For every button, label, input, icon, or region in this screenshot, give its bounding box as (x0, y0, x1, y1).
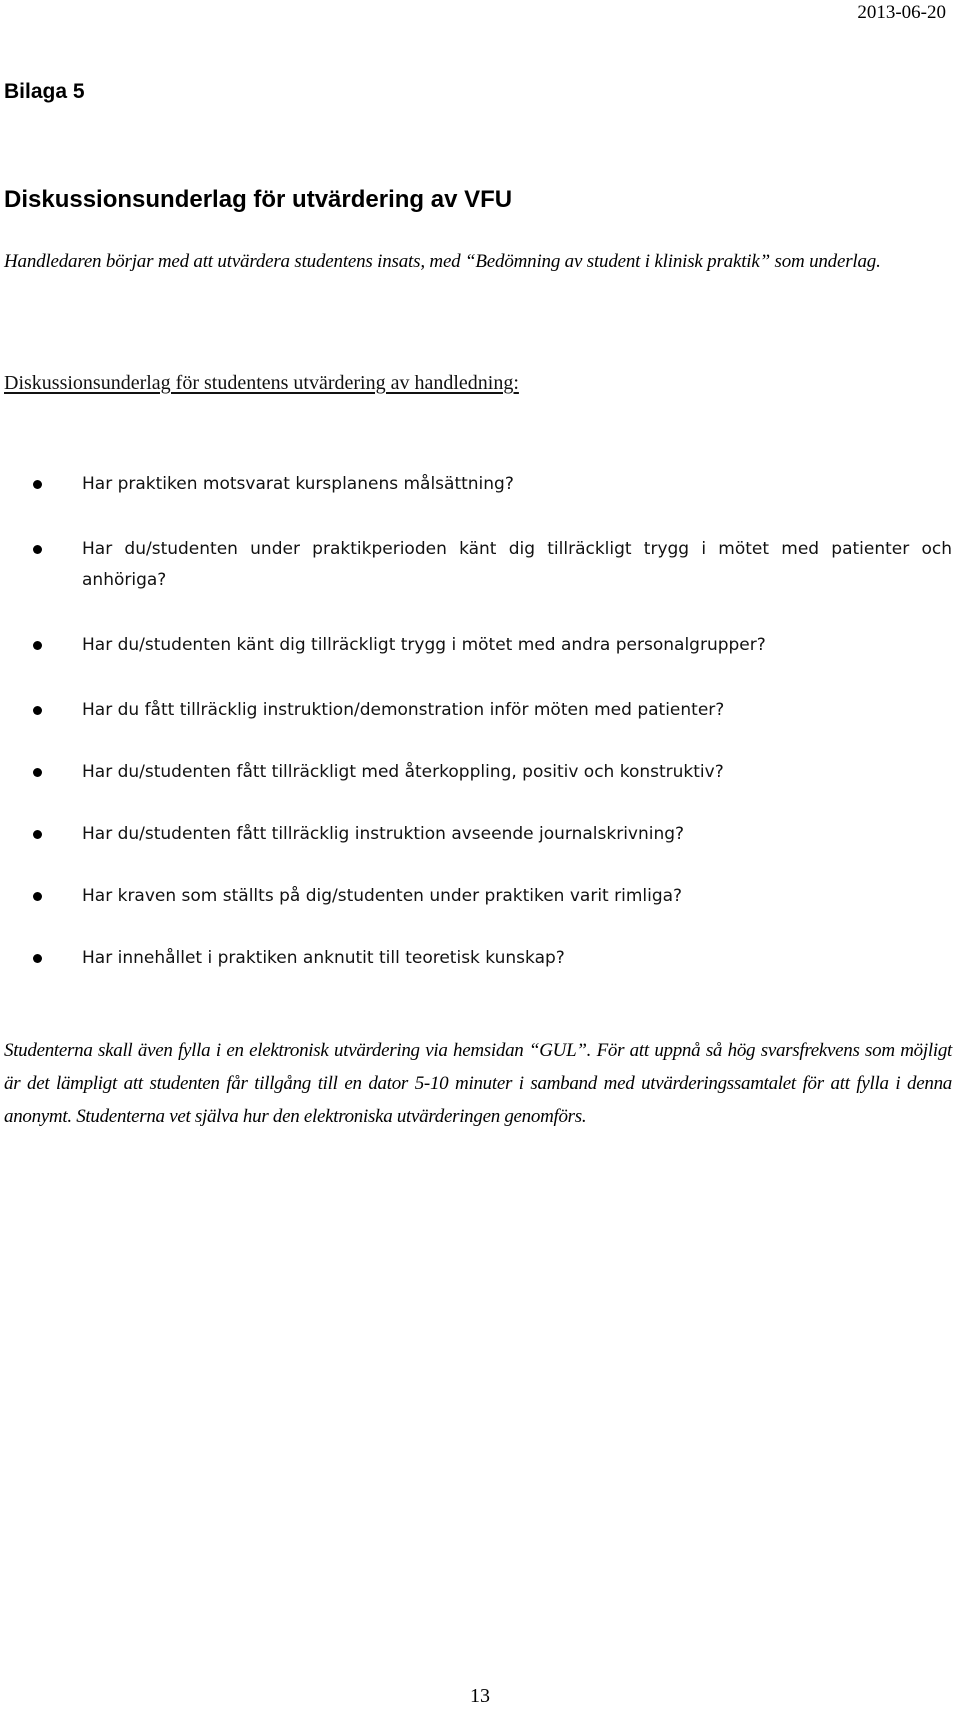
intro-paragraph: Handledaren börjar med att utvärdera studentens insats, med “Bedömning av student i klinisk praktik” som underlag. (4, 251, 881, 272)
question-text: Har du fått tillräcklig instruktion/demonstration inför möten med patienter? (82, 700, 725, 720)
appendix-label: Bilaga 5 (4, 80, 85, 103)
list-item (0, 469, 960, 500)
bullet-icon (33, 830, 42, 839)
question-list (0, 469, 960, 1005)
bullet-icon (33, 480, 42, 489)
bullet-icon (33, 954, 42, 963)
question-text: Har kraven som ställts på dig/studenten under praktiken varit rimliga? (82, 886, 683, 906)
bullet-icon (33, 641, 42, 650)
list-item (0, 881, 960, 912)
discussion-subheading: Diskussionsunderlag för studentens utvärdering av handledning: (4, 372, 519, 394)
document-date: 2013-06-20 (857, 2, 946, 23)
question-text: Har du/studenten känt dig tillräckligt trygg i mötet med andra personalgrupper? (82, 635, 766, 655)
question-text: Har du/studenten fått tillräckligt med återkoppling, positiv och konstruktiv? (82, 762, 724, 782)
list-item (0, 943, 960, 974)
page-number: 13 (470, 1685, 490, 1707)
bullet-icon (33, 706, 42, 715)
question-text: Har du/studenten under praktikperioden känt dig tillräckligt trygg i mötet med patienter och anhöriga? (82, 539, 952, 590)
list-item (0, 695, 960, 726)
bullet-icon (33, 768, 42, 777)
list-item (0, 630, 960, 661)
list-item (0, 819, 960, 850)
bullet-icon (33, 545, 42, 554)
page-title: Diskussionsunderlag för utvärdering av VFU (4, 186, 513, 213)
list-item (0, 534, 960, 596)
bullet-icon (33, 892, 42, 901)
question-text: Har praktiken motsvarat kursplanens målsättning? (82, 474, 514, 494)
closing-paragraph: Studenterna skall även fylla i en elektronisk utvärdering via hemsidan “GUL”. För att uppnå så hög svarsfrekvens som möjligt är det lämpligt att studenten får tillgång till en dator 5-10 minuter i samband med utvärderingssamtalet för att fylla i denna anonymt. Studenterna vet själva hur den elektroniska utvärderingen genomförs. (4, 1040, 952, 1127)
list-item (0, 757, 960, 788)
question-text: Har du/studenten fått tillräcklig instruktion avseende journalskrivning? (82, 824, 685, 844)
question-text: Har innehållet i praktiken anknutit till teoretisk kunskap? (82, 948, 565, 968)
